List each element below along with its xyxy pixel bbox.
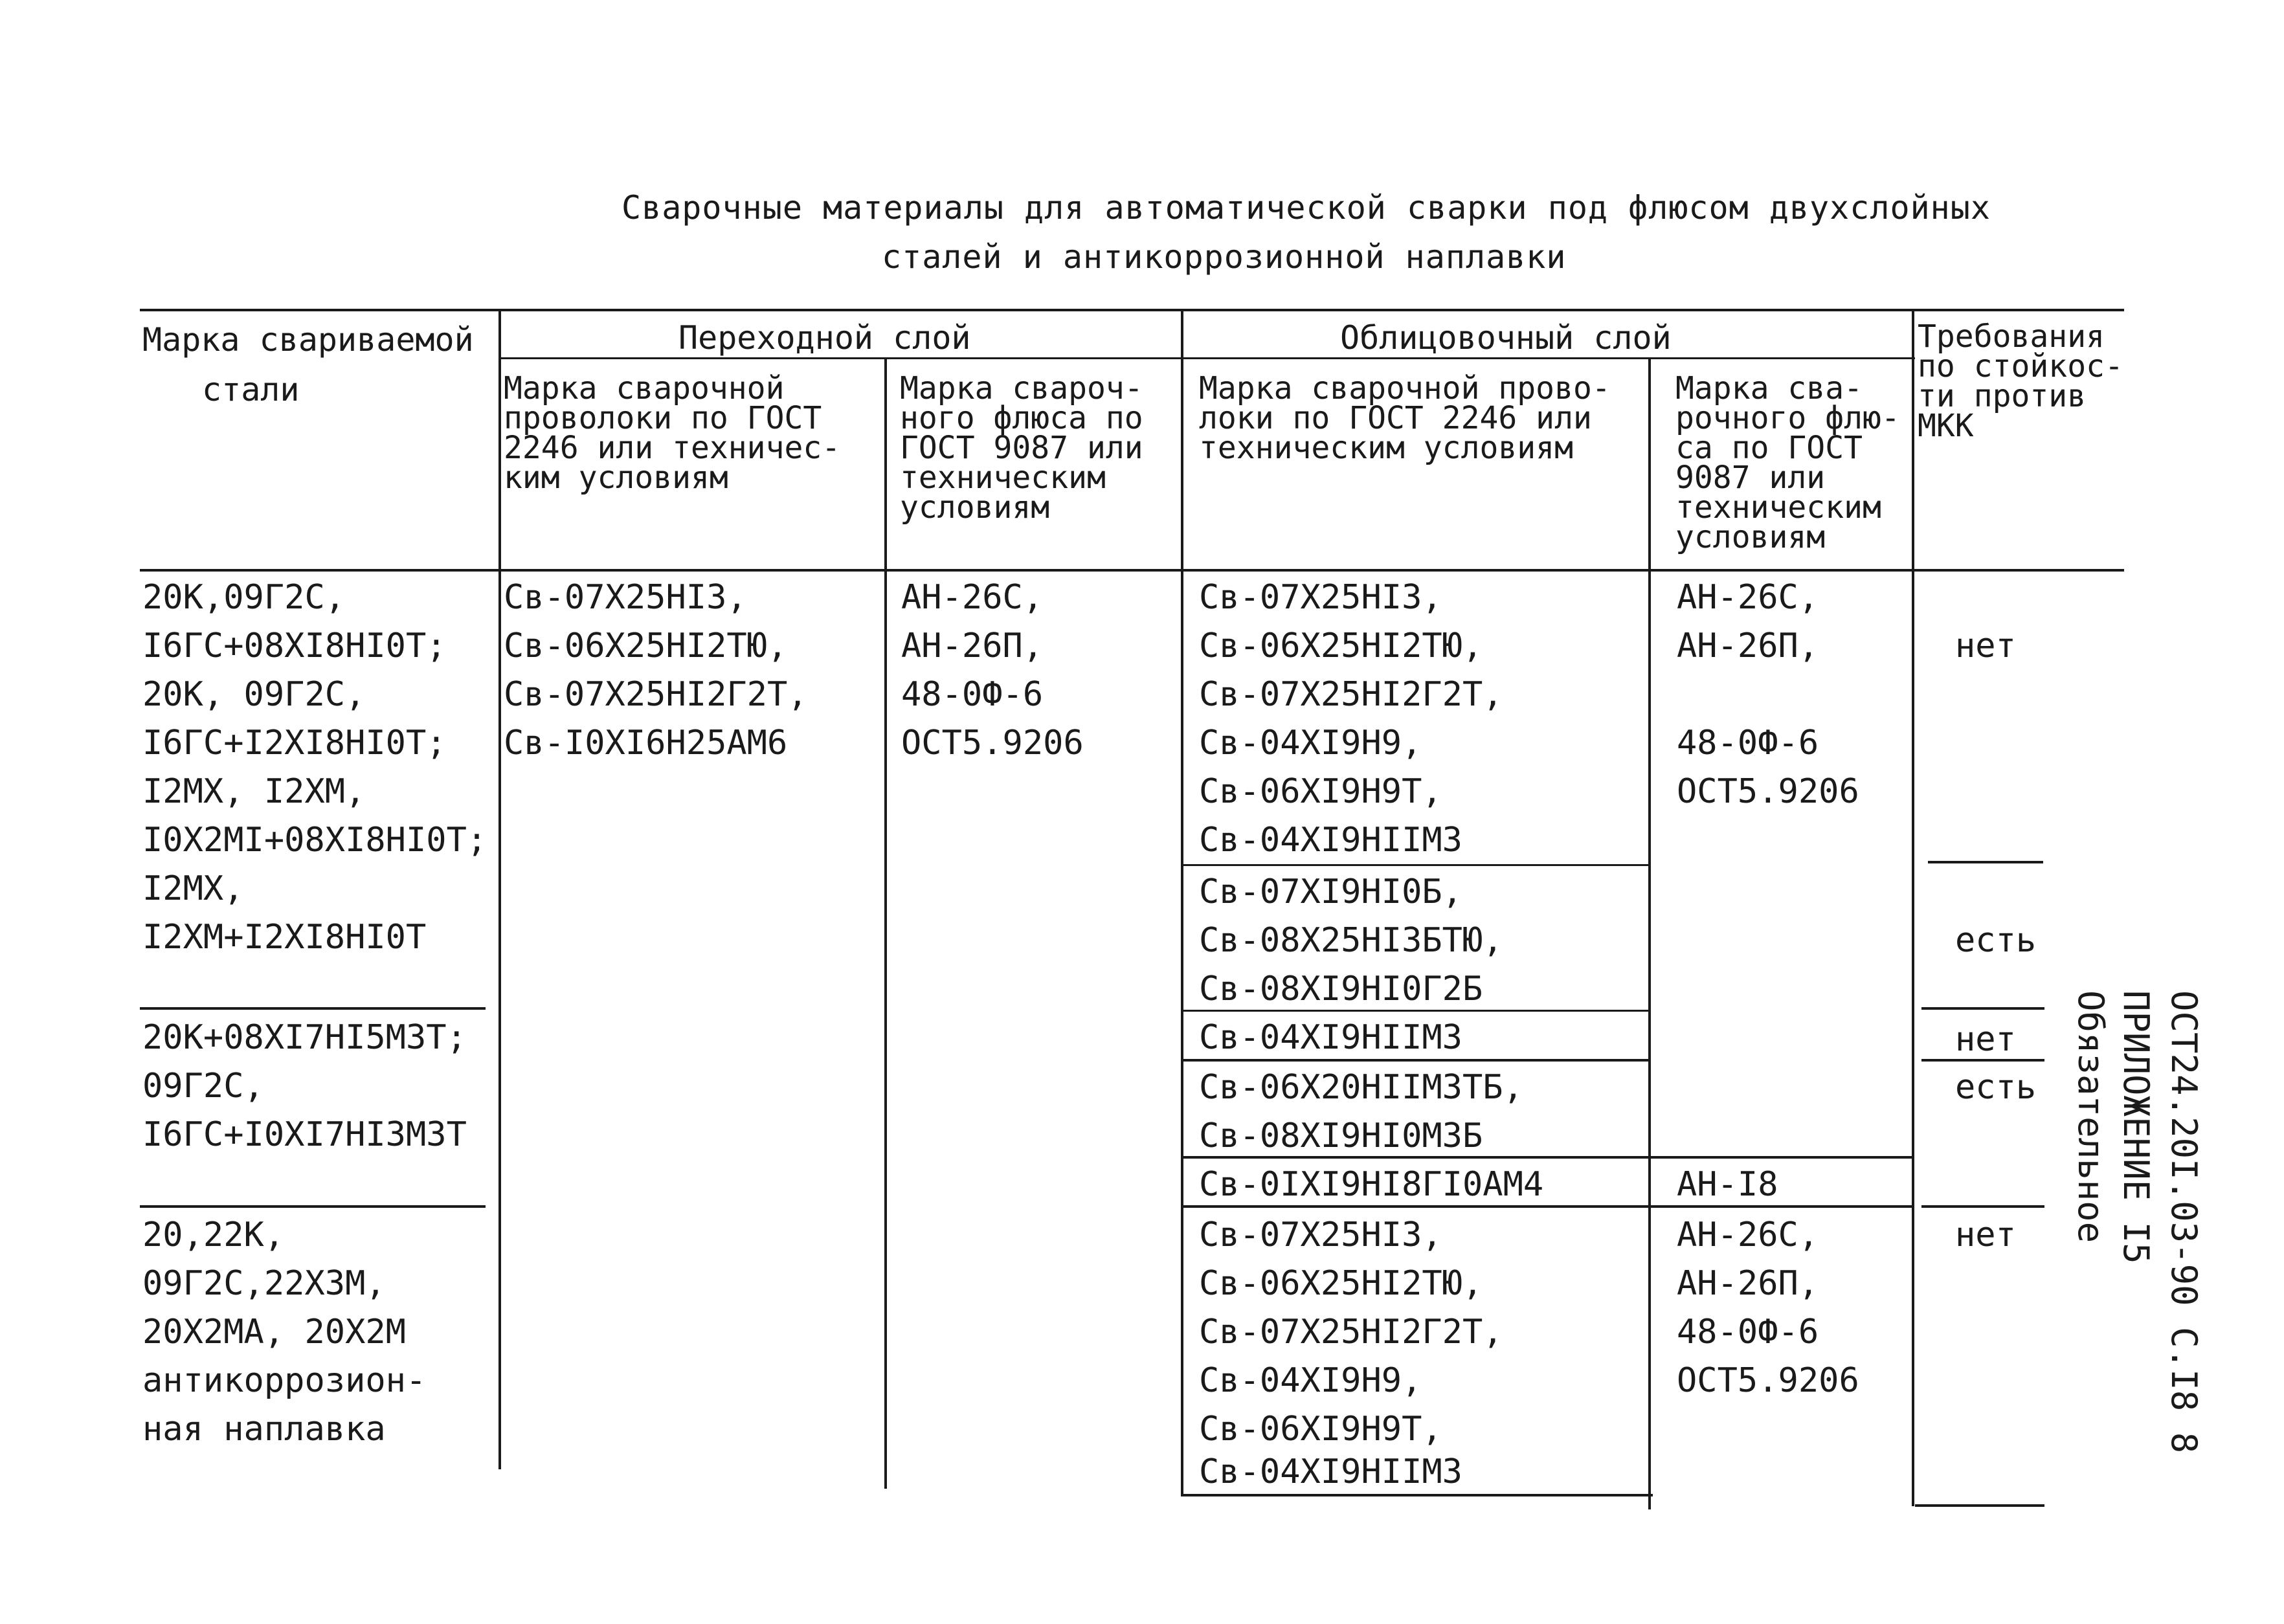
cladding-flux-cell: ОСТ5.9206 — [1677, 1361, 1859, 1400]
cladding-wire-cell: Св-06ХI9Н9Т, — [1199, 1410, 1442, 1449]
mkk-cell: нет — [1955, 627, 2016, 665]
transition-flux-cell: АН-26С, — [901, 578, 1044, 617]
header-cladding-wire: Марка сварочной прово- локи по ГОСТ 2246 или техническим условиям — [1199, 370, 1611, 466]
cladding-wire-cell: Св-07Х25НI2Г2Т, — [1199, 675, 1503, 714]
steel-cell: I2МХ, — [142, 869, 244, 908]
mkk-cell: нет — [1955, 1020, 2016, 1059]
header-wire-gost: Марка сварочной проволоки по ГОСТ 2246 или техничес- ким условиям — [504, 370, 841, 496]
cladding-wire-cell: Св-07Х25НI2Г2Т, — [1199, 1313, 1503, 1351]
rule-v-cladding — [1181, 309, 1183, 1496]
cladding-wire-cell: Св-08ХI9НI0М3Б — [1199, 1117, 1483, 1155]
appendix-label: ПРИЛОЖЕНИЕ I5 — [2116, 990, 2156, 1264]
rule-mkk-2 — [1921, 1007, 2044, 1010]
cladding-flux-cell: АН-I8 — [1677, 1165, 1778, 1204]
header-cladding-flux: Марка сва- рочного флю- са по ГОСТ 9087 или техническим условиям — [1675, 370, 1900, 555]
transition-flux-cell: 48-0Ф-6 — [901, 675, 1044, 714]
rule-cladding-3 — [1183, 1059, 1650, 1062]
cladding-wire-cell: Св-0IХI9НI8ГI0АМ4 — [1199, 1165, 1544, 1204]
steel-cell: 20Х2МА, 20Х2М — [142, 1313, 406, 1351]
steel-cell: 20К,09Г2С, — [142, 578, 346, 617]
steel-cell: 09Г2С,22Х3М, — [142, 1264, 386, 1303]
steel-cell: I6ГС+I0ХI7НI3М3Т — [142, 1115, 467, 1154]
steel-cell: 20К+08ХI7НI5М3Т; — [142, 1018, 467, 1057]
rule-cladding-4 — [1183, 1156, 1912, 1159]
cladding-wire-cell: Св-04ХI9Н9, — [1199, 724, 1422, 762]
rule-mkk-bottom — [1915, 1504, 2044, 1507]
cladding-wire-cell: Св-07Х25НI3, — [1199, 1216, 1442, 1254]
cladding-flux-cell: 48-0Ф-6 — [1677, 1313, 1819, 1351]
cladding-flux-cell: АН-26С, — [1677, 1216, 1819, 1254]
header-steel-grade: Марка свариваемой — [142, 321, 474, 359]
steel-cell: антикоррозион- — [142, 1361, 427, 1400]
header-flux-gost: Марка свароч- ного флюса по ГОСТ 9087 или техническим условиям — [900, 370, 1143, 526]
rule-layer-split — [498, 357, 1915, 359]
steel-cell: I6ГС+I2ХI8НI0Т; — [142, 724, 447, 762]
cladding-wire-cell: Св-06ХI9Н9Т, — [1199, 772, 1442, 811]
header-steel-grade-2: стали — [202, 371, 300, 408]
transition-wire-cell: Св-06Х25НI2ТЮ, — [504, 627, 788, 665]
transition-wire-cell: Св-I0ХI6Н25АМ6 — [504, 724, 788, 762]
rule-v-transition — [884, 357, 887, 1489]
side-annotation — [2072, 990, 2214, 1508]
cladding-flux-cell: АН-26П, — [1677, 1264, 1819, 1303]
header-mkk: Требования по стойкос- ти против МКК — [1918, 318, 2123, 444]
cladding-wire-cell: Св-06Х25НI2ТЮ, — [1199, 627, 1483, 665]
rule-mkk-3 — [1921, 1059, 2044, 1062]
rule-v-cladding-inner — [1648, 357, 1651, 1509]
cladding-wire-cell: Св-08Х25НI3БТЮ, — [1199, 921, 1503, 960]
transition-wire-cell: Св-07Х25НI2Г2Т, — [504, 675, 808, 714]
rule-v-mkk — [1912, 309, 1914, 1506]
header-cladding-layer: Облицовочный слой — [1340, 319, 1672, 357]
mkk-cell: есть — [1955, 1068, 2037, 1107]
rule-cladding-bottom — [1183, 1494, 1653, 1496]
rule-steel-2 — [140, 1205, 486, 1208]
steel-cell: 20К, 09Г2С, — [142, 675, 366, 714]
steel-cell: 09Г2С, — [142, 1067, 264, 1106]
cladding-flux-cell: АН-26П, — [1677, 627, 1819, 665]
cladding-wire-cell: Св-04ХI9НIIМ3 — [1199, 1452, 1462, 1491]
rule-mkk-1 — [1928, 861, 2043, 863]
steel-cell: ная наплавка — [142, 1410, 386, 1449]
transition-flux-cell: АН-26П, — [901, 627, 1044, 665]
rule-top — [140, 309, 2124, 311]
mkk-cell: нет — [1955, 1216, 2016, 1254]
steel-cell: I2МХ, I2ХМ, — [142, 772, 366, 811]
cladding-wire-cell: Св-04ХI9НIIМ3 — [1199, 821, 1462, 860]
cladding-wire-cell: Св-04ХI9НIIМ3 — [1199, 1018, 1462, 1057]
document-number: ОСТ24.20I.03-90 С.I8 8 — [2164, 990, 2204, 1454]
mandatory-label: Обязательное — [2070, 990, 2111, 1243]
transition-wire-cell: Св-07Х25НI3, — [504, 578, 747, 617]
cladding-wire-cell: Св-08ХI9НI0Г2Б — [1199, 970, 1483, 1008]
steel-cell: 20,22К, — [142, 1216, 285, 1254]
rule-steel-1 — [140, 1007, 486, 1010]
rule-cladding-1 — [1183, 864, 1650, 866]
header-transition-layer: Переходной слой — [678, 319, 971, 357]
table-title-line-2: сталей и антикоррозионной наплавки — [882, 238, 1567, 276]
transition-flux-cell: ОСТ5.9206 — [901, 724, 1084, 762]
cladding-wire-cell: Св-06Х20НIIМ3ТБ, — [1199, 1068, 1523, 1107]
table-title-line-1: Сварочные материалы для автоматической сварки под флюсом двухслойных — [621, 189, 1991, 227]
rule-mkk-4 — [1921, 1205, 2044, 1208]
steel-cell: I2ХМ+I2ХI8НI0Т — [142, 918, 427, 957]
cladding-wire-cell: Св-06Х25НI2ТЮ, — [1199, 1264, 1483, 1303]
rule-cladding-5 — [1183, 1205, 1912, 1208]
steel-cell: I6ГС+08ХI8НI0Т; — [142, 627, 447, 665]
rule-v-steel — [498, 309, 501, 1469]
cladding-wire-cell: Св-07ХI9НI0Б, — [1199, 873, 1462, 911]
rule-cladding-2 — [1183, 1010, 1650, 1012]
cladding-flux-cell: ОСТ5.9206 — [1677, 772, 1859, 811]
rule-header-bottom — [140, 569, 2124, 572]
cladding-wire-cell: Св-07Х25НI3, — [1199, 578, 1442, 617]
mkk-cell: есть — [1955, 921, 2037, 960]
steel-cell: I0Х2МI+08ХI8НI0Т; — [142, 821, 487, 860]
cladding-flux-cell: АН-26С, — [1677, 578, 1819, 617]
cladding-flux-cell: 48-0Ф-6 — [1677, 724, 1819, 762]
cladding-wire-cell: Св-04ХI9Н9, — [1199, 1361, 1422, 1400]
